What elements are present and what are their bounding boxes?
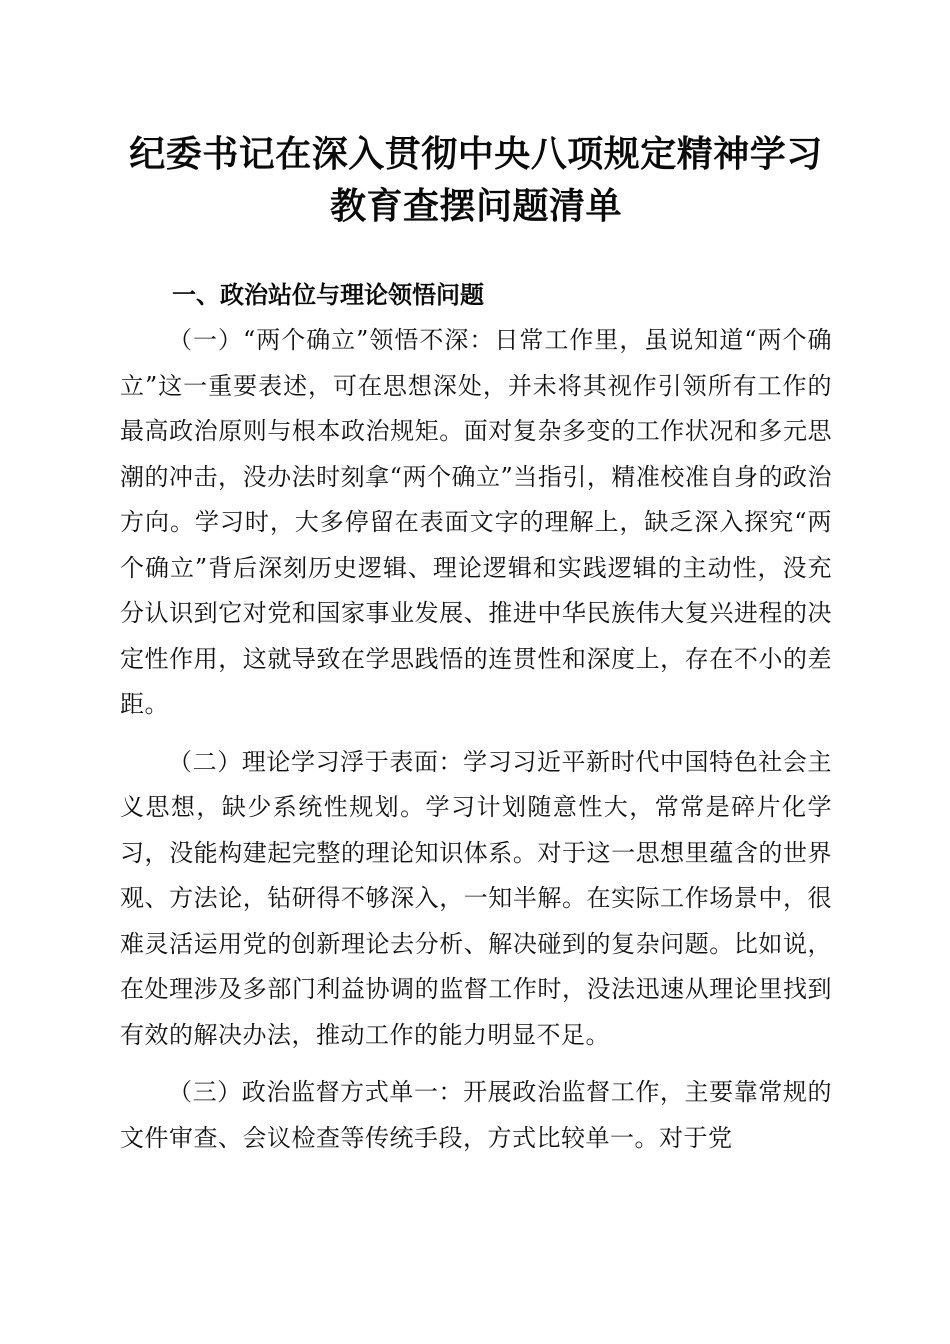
section-political-stance bbox=[120, 272, 832, 1161]
paragraph-body: 日常工作里，虽说知道“两个确立”这一重要表述，可在思想深处，并未将其视作引领所有工作的最高政治原则与根本政治规矩。面对复杂多变的工作状况和多元思潮的冲击，没办法时刻拿“两个确立”当指引，精准校准自身的政治方向。学习时，大多停留在表面文字的理解上，缺乏深入探究“两个确立”背后深刻历史逻辑、理论逻辑和实践逻辑的主动性，没充分认识到它对党和国家事业发展、推进中华民族伟大复兴进程的决定性作用，这就导致在学思践悟的连贯性和深度上，存在不小的差距。 bbox=[120, 326, 832, 718]
paragraph-lead: （三）政治监督方式单一： bbox=[168, 1078, 464, 1106]
paragraph-two-establishments bbox=[120, 318, 832, 728]
paragraph-theory-study bbox=[120, 740, 832, 1059]
section-heading: 一、政治站位与理论领悟问题 bbox=[172, 281, 484, 309]
paragraph-body: 学习习近平新时代中国特色社会主义思想，缺少系统性规划。学习计划随意性大，常常是碎片化学习，没能构建起完整的理论知识体系。对于这一思想里蕴含的世界观、方法论，钻研得不够深入，一知半解。在实际工作场景中，很难灵活运用党的创新理论去分析、解决碰到的复杂问题。比如说，在处理涉及多部门利益协调的监督工作时，没法迅速从理论里找到有效的解决办法，推动工作的能力明显不足。 bbox=[120, 747, 833, 1049]
document-page bbox=[120, 128, 832, 1173]
paragraph-political-supervision bbox=[120, 1070, 832, 1161]
paragraph-body: 开展政治监督工作，主要靠常规的文件审查、会议检查等传统手段，方式比较单一。对于党 bbox=[120, 1078, 833, 1152]
document-title: 纪委书记在深入贯彻中央八项规定精神学习教育查摆问题清单 bbox=[129, 133, 823, 227]
paragraph-lead: （二）理论学习浮于表面： bbox=[168, 747, 464, 776]
paragraph-lead: （一）“两个确立”领悟不深： bbox=[168, 326, 495, 354]
